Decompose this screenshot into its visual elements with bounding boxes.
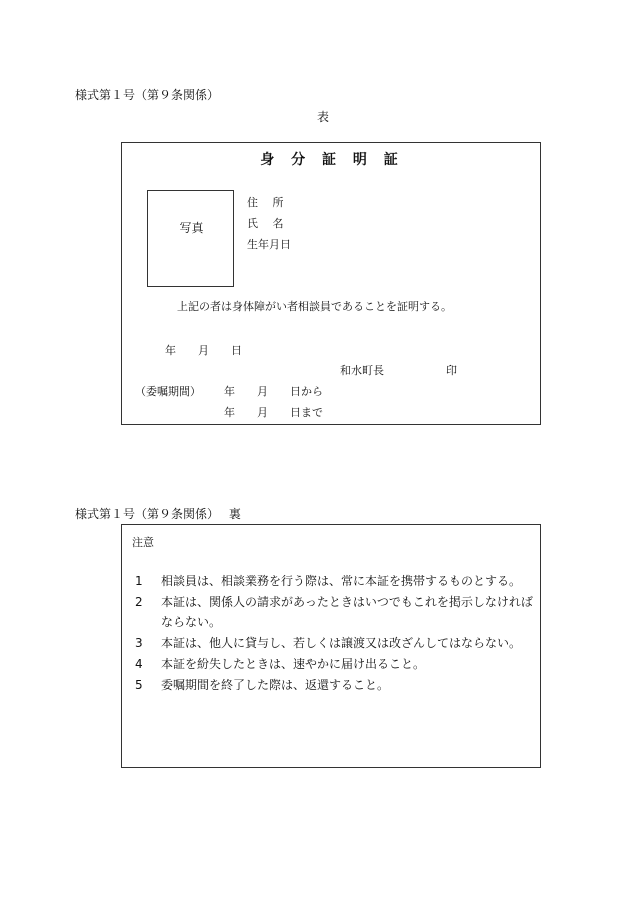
notice-number: 1 <box>135 574 143 588</box>
notice-text: 本証は、他人に貸与し、若しくは譲渡又は改ざんしてはならない。 <box>161 636 522 650</box>
notice-number: 2 <box>135 595 143 609</box>
front-side-label: 表 <box>317 110 330 124</box>
notice-item <box>135 675 535 695</box>
field-address-label: 住 所 <box>247 196 284 209</box>
issuer-name: 和水町長 <box>340 364 384 377</box>
photo-placeholder <box>147 190 234 287</box>
seal-mark: 印 <box>446 364 457 377</box>
notice-number: 4 <box>135 657 143 671</box>
term-label: （委嘱期間） <box>135 385 201 398</box>
back-form-label: 様式第１号（第９条関係） 裏 <box>75 507 241 521</box>
front-form-label: 様式第１号（第９条関係） <box>75 88 220 102</box>
field-name-label: 氏 名 <box>247 217 284 230</box>
notice-text: 本証を紛失したときは、速やかに届け出ること。 <box>161 657 426 671</box>
field-birthdate-label: 生年月日 <box>247 238 291 251</box>
notice-text: 委嘱期間を終了した際は、返還すること。 <box>161 678 390 692</box>
term-from: 年 月 日から <box>224 385 323 398</box>
term-to: 年 月 日まで <box>224 406 323 419</box>
notice-item <box>135 571 535 591</box>
certification-text: 上記の者は身体障がい者相談員であることを証明する。 <box>177 300 452 313</box>
notice-item <box>135 592 535 632</box>
id-card-front <box>121 142 541 425</box>
photo-label: 写真 <box>179 221 204 235</box>
notice-text: 本証は、関係人の請求があったときはいつでもこれを掲示しなければならない。 <box>161 595 533 629</box>
notice-heading: 注意 <box>132 536 154 549</box>
issue-date: 年 月 日 <box>165 344 242 357</box>
notice-list <box>135 571 535 696</box>
notice-text: 相談員は、相談業務を行う際は、常に本証を携帯するものとする。 <box>161 574 522 588</box>
notice-item <box>135 654 535 674</box>
notice-item <box>135 633 535 653</box>
notice-number: 5 <box>135 678 143 692</box>
notice-number: 3 <box>135 636 143 650</box>
card-title: 身 分 証 明 証 <box>260 152 404 168</box>
id-card-back <box>121 524 541 768</box>
